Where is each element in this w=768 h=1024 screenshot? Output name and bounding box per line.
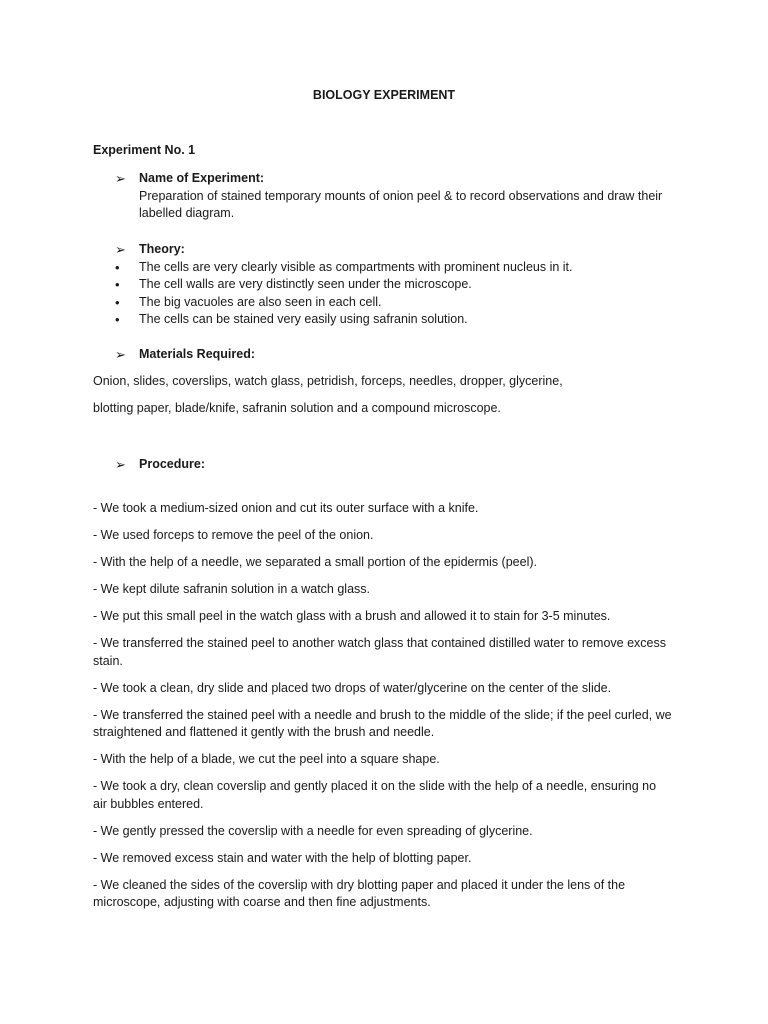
list-item <box>93 294 683 312</box>
bullet-icon: • <box>115 294 120 310</box>
heading-label: Procedure: <box>139 457 205 471</box>
arrow-bullet-icon: ➢ <box>115 242 126 257</box>
procedure-heading <box>93 456 683 474</box>
bullet-icon: • <box>115 259 120 275</box>
arrow-bullet-icon: ➢ <box>115 347 126 362</box>
procedure-step: - We took a dry, clean coverslip and gently placed it on the slide with the help of a needle, ensuring no air bubbles entered. <box>93 779 657 811</box>
heading-label: Materials Required: <box>139 347 256 361</box>
procedure-step: - We cleaned the sides of the coverslip with dry blotting paper and placed it under the lens of the microscope, adjusting with coarse and then fine adjustments. <box>93 877 626 909</box>
list-item <box>93 276 683 294</box>
procedure-step: - We put this small peel in the watch glass with a brush and allowed it to stain for 3-5 minutes. <box>93 609 611 623</box>
procedure-step: - We gently pressed the coverslip with a needle for even spreading of glycerine. <box>93 823 533 838</box>
experiment-number: Experiment No. 1 <box>93 143 196 157</box>
procedure-step: - We took a clean, dry slide and placed two drops of water/glycerine on the center of the slide. <box>93 680 612 695</box>
bullet-text: The cells can be stained very easily using safranin solution. <box>139 312 468 326</box>
bullet-text: The big vacuoles are also seen in each cell. <box>139 294 382 309</box>
procedure-step: - We took a medium-sized onion and cut its outer surface with a knife. <box>93 501 479 515</box>
theory-section <box>93 241 683 329</box>
document-title: BIOLOGY EXPERIMENT <box>312 88 456 102</box>
arrow-bullet-icon: ➢ <box>115 457 126 472</box>
arrow-bullet-icon: ➢ <box>115 171 126 186</box>
procedure-step: - We used forceps to remove the peel of the onion. <box>93 528 374 542</box>
materials-line-1: Onion, slides, coverslips, watch glass, petridish, forceps, needles, dropper, glycerine, <box>93 374 563 388</box>
list-item <box>93 311 683 329</box>
heading-label: Name of Experiment: <box>139 171 265 185</box>
theory-bullet-list <box>93 259 683 329</box>
bullet-text: The cell walls are very distinctly seen under the microscope. <box>139 277 472 291</box>
bullet-icon: • <box>115 312 120 327</box>
name-of-experiment-section <box>93 170 683 223</box>
heading-label: Theory: <box>139 242 185 256</box>
materials-heading <box>93 346 683 364</box>
procedure-step: - We removed excess stain and water with the help of blotting paper. <box>93 850 472 865</box>
procedure-step: - With the help of a blade, we cut the peel into a square shape. <box>93 752 440 766</box>
bullet-text: The cells are very clearly visible as compartments with prominent nucleus in it. <box>139 259 573 274</box>
materials-line-2: blotting paper, blade/knife, safranin solution and a compound microscope. <box>93 401 501 415</box>
name-of-experiment-heading <box>93 170 683 188</box>
procedure-steps <box>93 500 673 921</box>
procedure-step: - We transferred the stained peel to another watch glass that contained distilled water to remove excess stain. <box>93 636 666 668</box>
procedure-step: - We kept dilute safranin solution in a watch glass. <box>93 582 370 596</box>
bullet-icon: • <box>115 277 120 292</box>
procedure-step: - We transferred the stained peel with a needle and brush to the middle of the slide; if the peel curled, we straightened and flattened it gently with the brush and needle. <box>93 707 672 739</box>
procedure-section <box>93 456 683 474</box>
materials-section <box>93 346 683 364</box>
list-item <box>93 259 683 277</box>
name-of-experiment-text: Preparation of stained temporary mounts of onion peel & to record observations and draw their labelled diagram. <box>139 188 663 220</box>
procedure-step: - With the help of a needle, we separated a small portion of the epidermis (peel). <box>93 555 537 569</box>
theory-heading <box>93 241 683 259</box>
